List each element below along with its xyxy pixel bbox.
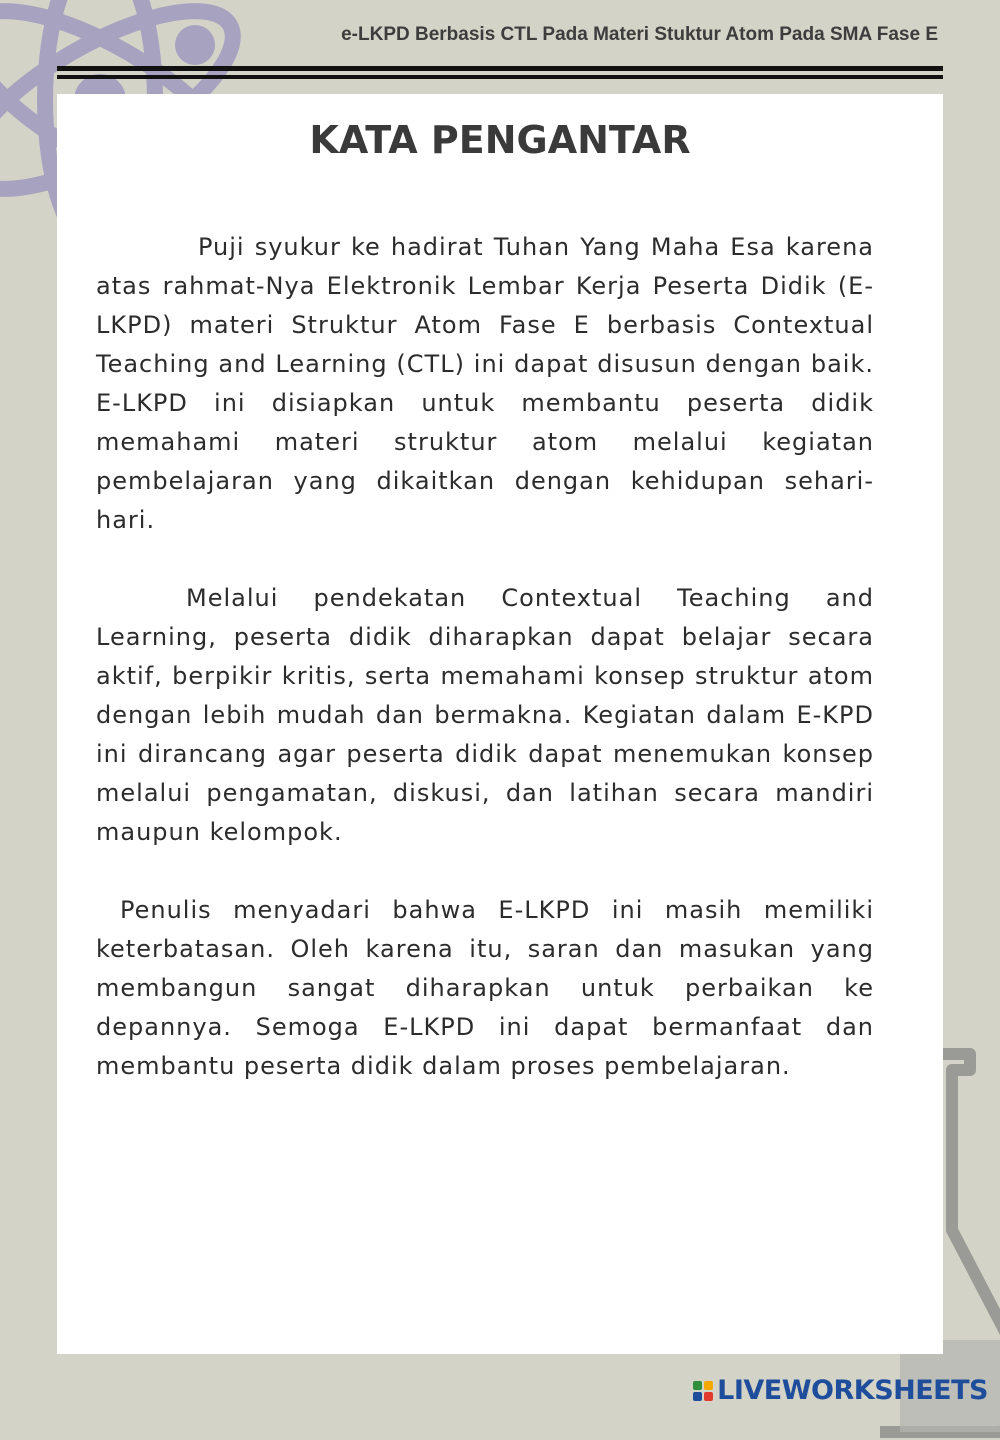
page-title: KATA PENGANTAR	[309, 118, 691, 162]
liveworksheets-brand[interactable]	[693, 1375, 988, 1406]
body-text	[96, 228, 874, 1125]
paragraph-1: Puji syukur ke hadirat Tuhan Yang Maha Esa karena atas rahmat-Nya Elektronik Lembar Kerja Peserta Didik (E-LKPD) materi Struktur Atom Fase E berbasis Contextual Teaching and Learning (CTL) ini dapat disusun dengan baik. E-LKPD ini disiapkan untuk membantu peserta didik memahami materi struktur atom melalui kegiatan pembelajaran yang dikaitkan dengan kehidupan sehari-hari.	[96, 233, 874, 534]
header-rule-top	[57, 66, 943, 71]
header-title: e-LKPD Berbasis CTL Pada Materi Stuktur Atom Pada SMA Fase E	[341, 24, 938, 45]
liveworksheets-label: LIVEWORKSHEETS	[717, 1375, 988, 1406]
liveworksheets-logo-icon	[693, 1381, 713, 1401]
paragraph-2: Melalui pendekatan Contextual Teaching and Learning, peserta didik diharapkan dapat belajar secara aktif, berpikir kritis, serta memahami konsep struktur atom dengan lebih mudah dan bermakna. Kegiatan dalam E-KPD ini dirancang agar peserta didik dapat menemukan konsep melalui pengamatan, diskusi, dan latihan secara mandiri maupun kelompok.	[96, 584, 874, 846]
header-rule-bottom	[57, 75, 943, 79]
paragraph-3: Penulis menyadari bahwa E-LKPD ini masih memiliki keterbatasan. Oleh karena itu, saran dan masukan yang membangun sangat diharapkan untuk perbaikan ke depannya. Semoga E-LKPD ini dapat bermanfaat dan membantu peserta didik dalam proses pembelajaran.	[96, 896, 874, 1080]
